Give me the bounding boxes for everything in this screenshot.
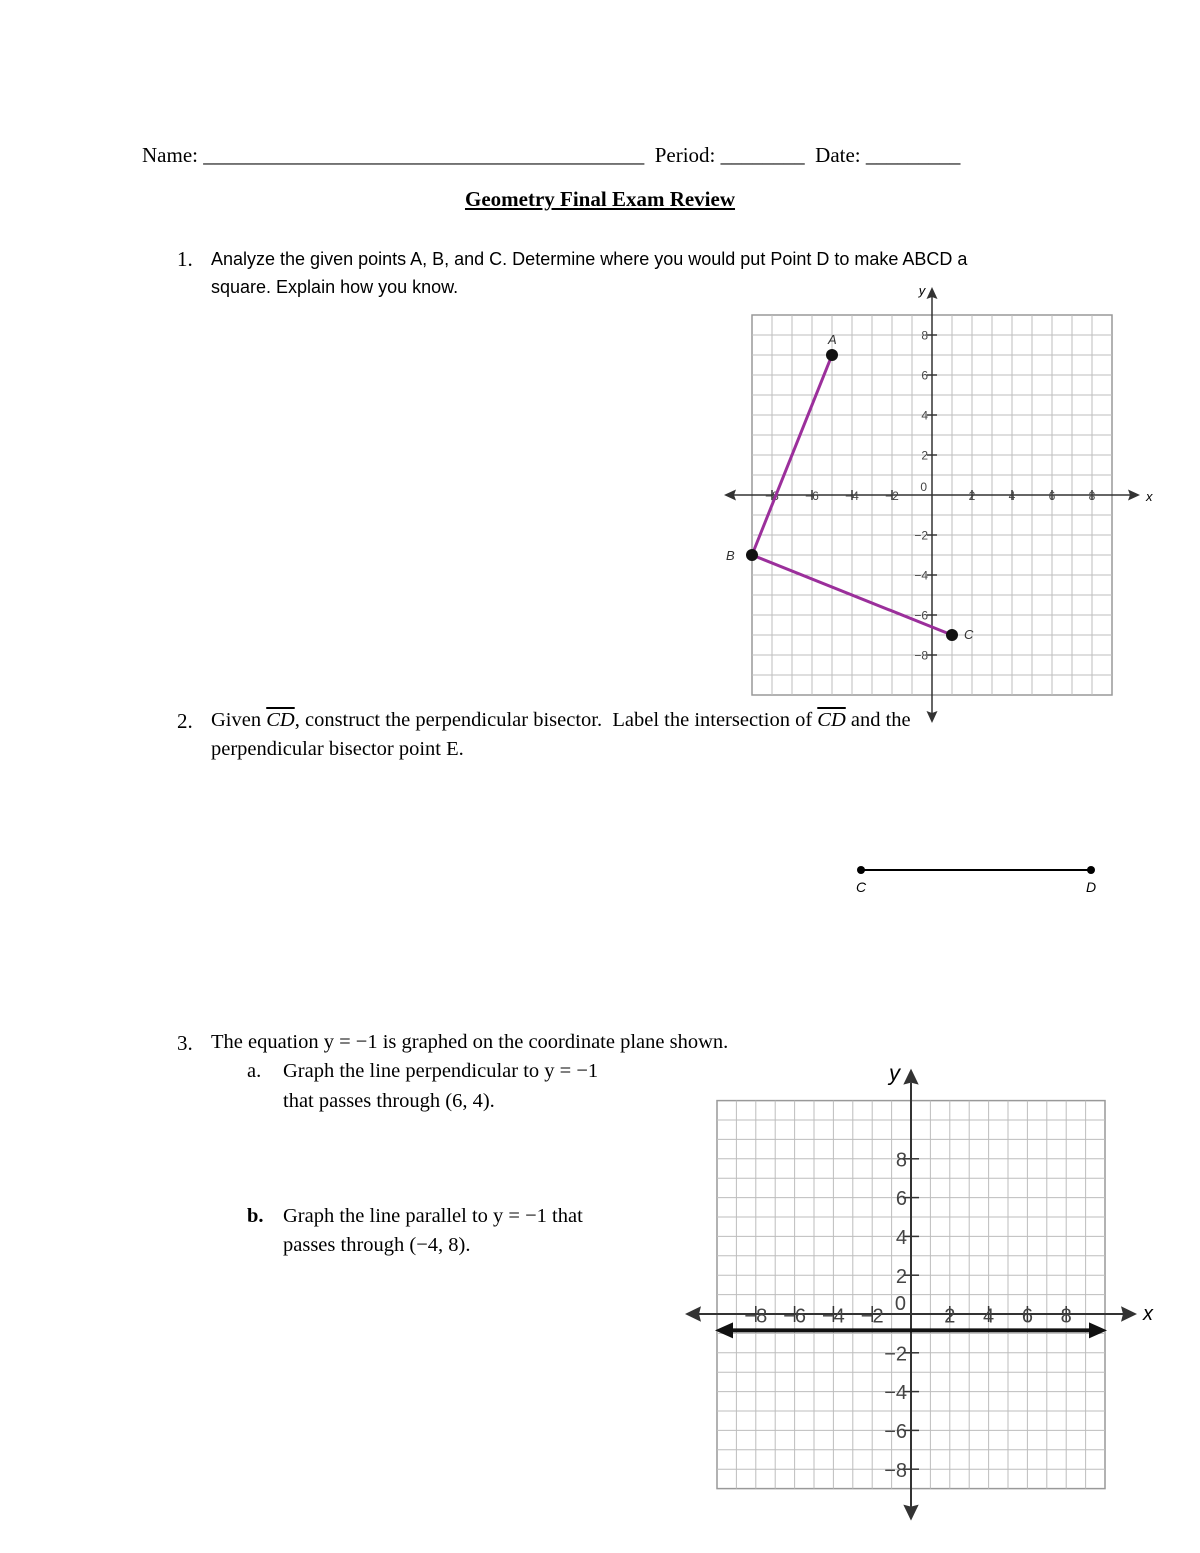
date-label: Date:	[815, 143, 861, 167]
q3-y-tick-label: −4	[884, 1382, 907, 1405]
q3-y-axis-label: y	[889, 1060, 900, 1086]
q3-x-arrow-right	[1121, 1306, 1137, 1321]
q2-segment-figure	[850, 855, 1110, 900]
point-c	[857, 866, 865, 874]
q2-segment-name-2: $\overline{CD}$	[817, 709, 846, 731]
q3a-line2: that passes through (6, 4).	[283, 1090, 495, 1112]
point-c-label: C	[964, 627, 974, 642]
point-c-label: C	[856, 879, 867, 895]
q1-y-tick-label: −8	[914, 648, 928, 663]
q3a-line1: Graph the line perpendicular to y = −1	[283, 1060, 599, 1082]
q3-y-tick-label: 8	[895, 1149, 907, 1172]
q3-y-arrow-up	[903, 1069, 918, 1085]
point-d	[1087, 866, 1095, 874]
q3-y-tick-label: −2	[884, 1343, 907, 1366]
q1-y-tick-label: −2	[914, 528, 928, 543]
point-d-label: D	[1086, 879, 1097, 895]
q1-y-tick-label: −6	[914, 608, 928, 623]
q2-number: 2.	[177, 709, 193, 733]
q1-x-axis-label: x	[1146, 489, 1153, 504]
q3-y-tick-label: −6	[884, 1421, 907, 1443]
q3-text-line1: The equation y = −1 is graphed on the coordinate plane shown.	[211, 1031, 729, 1053]
name-label: Name:	[142, 143, 198, 167]
q1-number: 1.	[177, 247, 193, 271]
q3b-label: b.	[247, 1205, 264, 1227]
q1-x-tick-label: 4	[1008, 489, 1016, 504]
q3-y-arrow-down	[903, 1505, 918, 1521]
q1-y-tick-label: 2	[921, 448, 928, 463]
q3-x-tick-label: 6	[1021, 1305, 1033, 1328]
q1-x-tick-label: −4	[845, 489, 859, 504]
q1-text-line2: square. Explain how you know.	[211, 277, 459, 297]
q3-x-axis-label: x	[1143, 1303, 1153, 1325]
q1-y-tick-label: 6	[921, 368, 928, 383]
q3-x-tick-label: 2	[944, 1305, 956, 1328]
page-title: Geometry Final Exam Review	[464, 187, 736, 211]
q3-coordinate-graph	[680, 1060, 1153, 1550]
q1-x-tick-label: −8	[765, 489, 779, 504]
point-b-label: B	[726, 548, 735, 563]
header-line	[142, 143, 960, 168]
q3-x-tick-label: 4	[983, 1305, 995, 1328]
period-blank[interactable]: ________	[720, 143, 805, 167]
q1-coordinate-graph	[720, 270, 1153, 710]
q1-y-tick-label: −4	[914, 568, 928, 583]
q2-given: Given	[211, 709, 262, 731]
q1-y-axis-label: y	[918, 283, 926, 298]
q1-origin-label: 0	[920, 480, 927, 494]
q3a-label: a.	[247, 1060, 262, 1082]
q1-text-line1: Analyze the given points A, B, and C. Determine where you would put Point D to make ABCD a	[211, 249, 968, 269]
point-a-label: A	[828, 332, 837, 347]
q1-x-tick-label: −6	[805, 489, 819, 504]
q3-x-arrow-left	[685, 1306, 701, 1321]
q3-number: 3.	[177, 1031, 193, 1055]
q3b-line1: Graph the line parallel to y = −1 that	[283, 1205, 583, 1227]
q1-x-tick-label: 2	[968, 489, 976, 504]
point-c	[946, 629, 958, 641]
q1-x-tick-label: −2	[885, 489, 899, 504]
q3-x-tick-label: −2	[860, 1305, 884, 1328]
name-blank[interactable]: __________________________________________	[203, 143, 645, 167]
q1-x-tick-label: 6	[1048, 489, 1056, 504]
q3-y-tick-label: −8	[884, 1459, 907, 1482]
q3-x-tick-label: −6	[783, 1305, 807, 1328]
q1-y-tick-label: 8	[921, 328, 928, 343]
q1-y-tick-label: 4	[921, 408, 928, 423]
period-label: Period:	[654, 143, 716, 167]
q3-y-tick-label: 2	[895, 1265, 907, 1288]
q1-x-tick-label: 8	[1088, 489, 1096, 504]
q3b-line2: passes through (−4, 8).	[283, 1234, 471, 1256]
point-a	[826, 349, 838, 361]
q2-text-a: , construct the perpendicular bisector. Label the intersection of	[294, 709, 813, 731]
q3-x-tick-label: −4	[821, 1305, 845, 1328]
q3-x-tick-label: −8	[744, 1305, 768, 1328]
q2-text-line1	[211, 709, 911, 732]
q3-x-tick-label: 8	[1060, 1305, 1072, 1328]
q3-y-tick-label: 6	[895, 1188, 907, 1211]
q2-segment-name: $\overline{CD}$	[266, 709, 295, 731]
q2-text-b: and the	[850, 709, 911, 731]
point-b	[746, 549, 758, 561]
q3-origin-label: 0	[894, 1293, 906, 1315]
date-blank[interactable]: _________	[865, 143, 961, 167]
q2-text-line2: perpendicular bisector point E.	[211, 738, 464, 760]
q3-y-tick-label: 4	[895, 1227, 907, 1249]
